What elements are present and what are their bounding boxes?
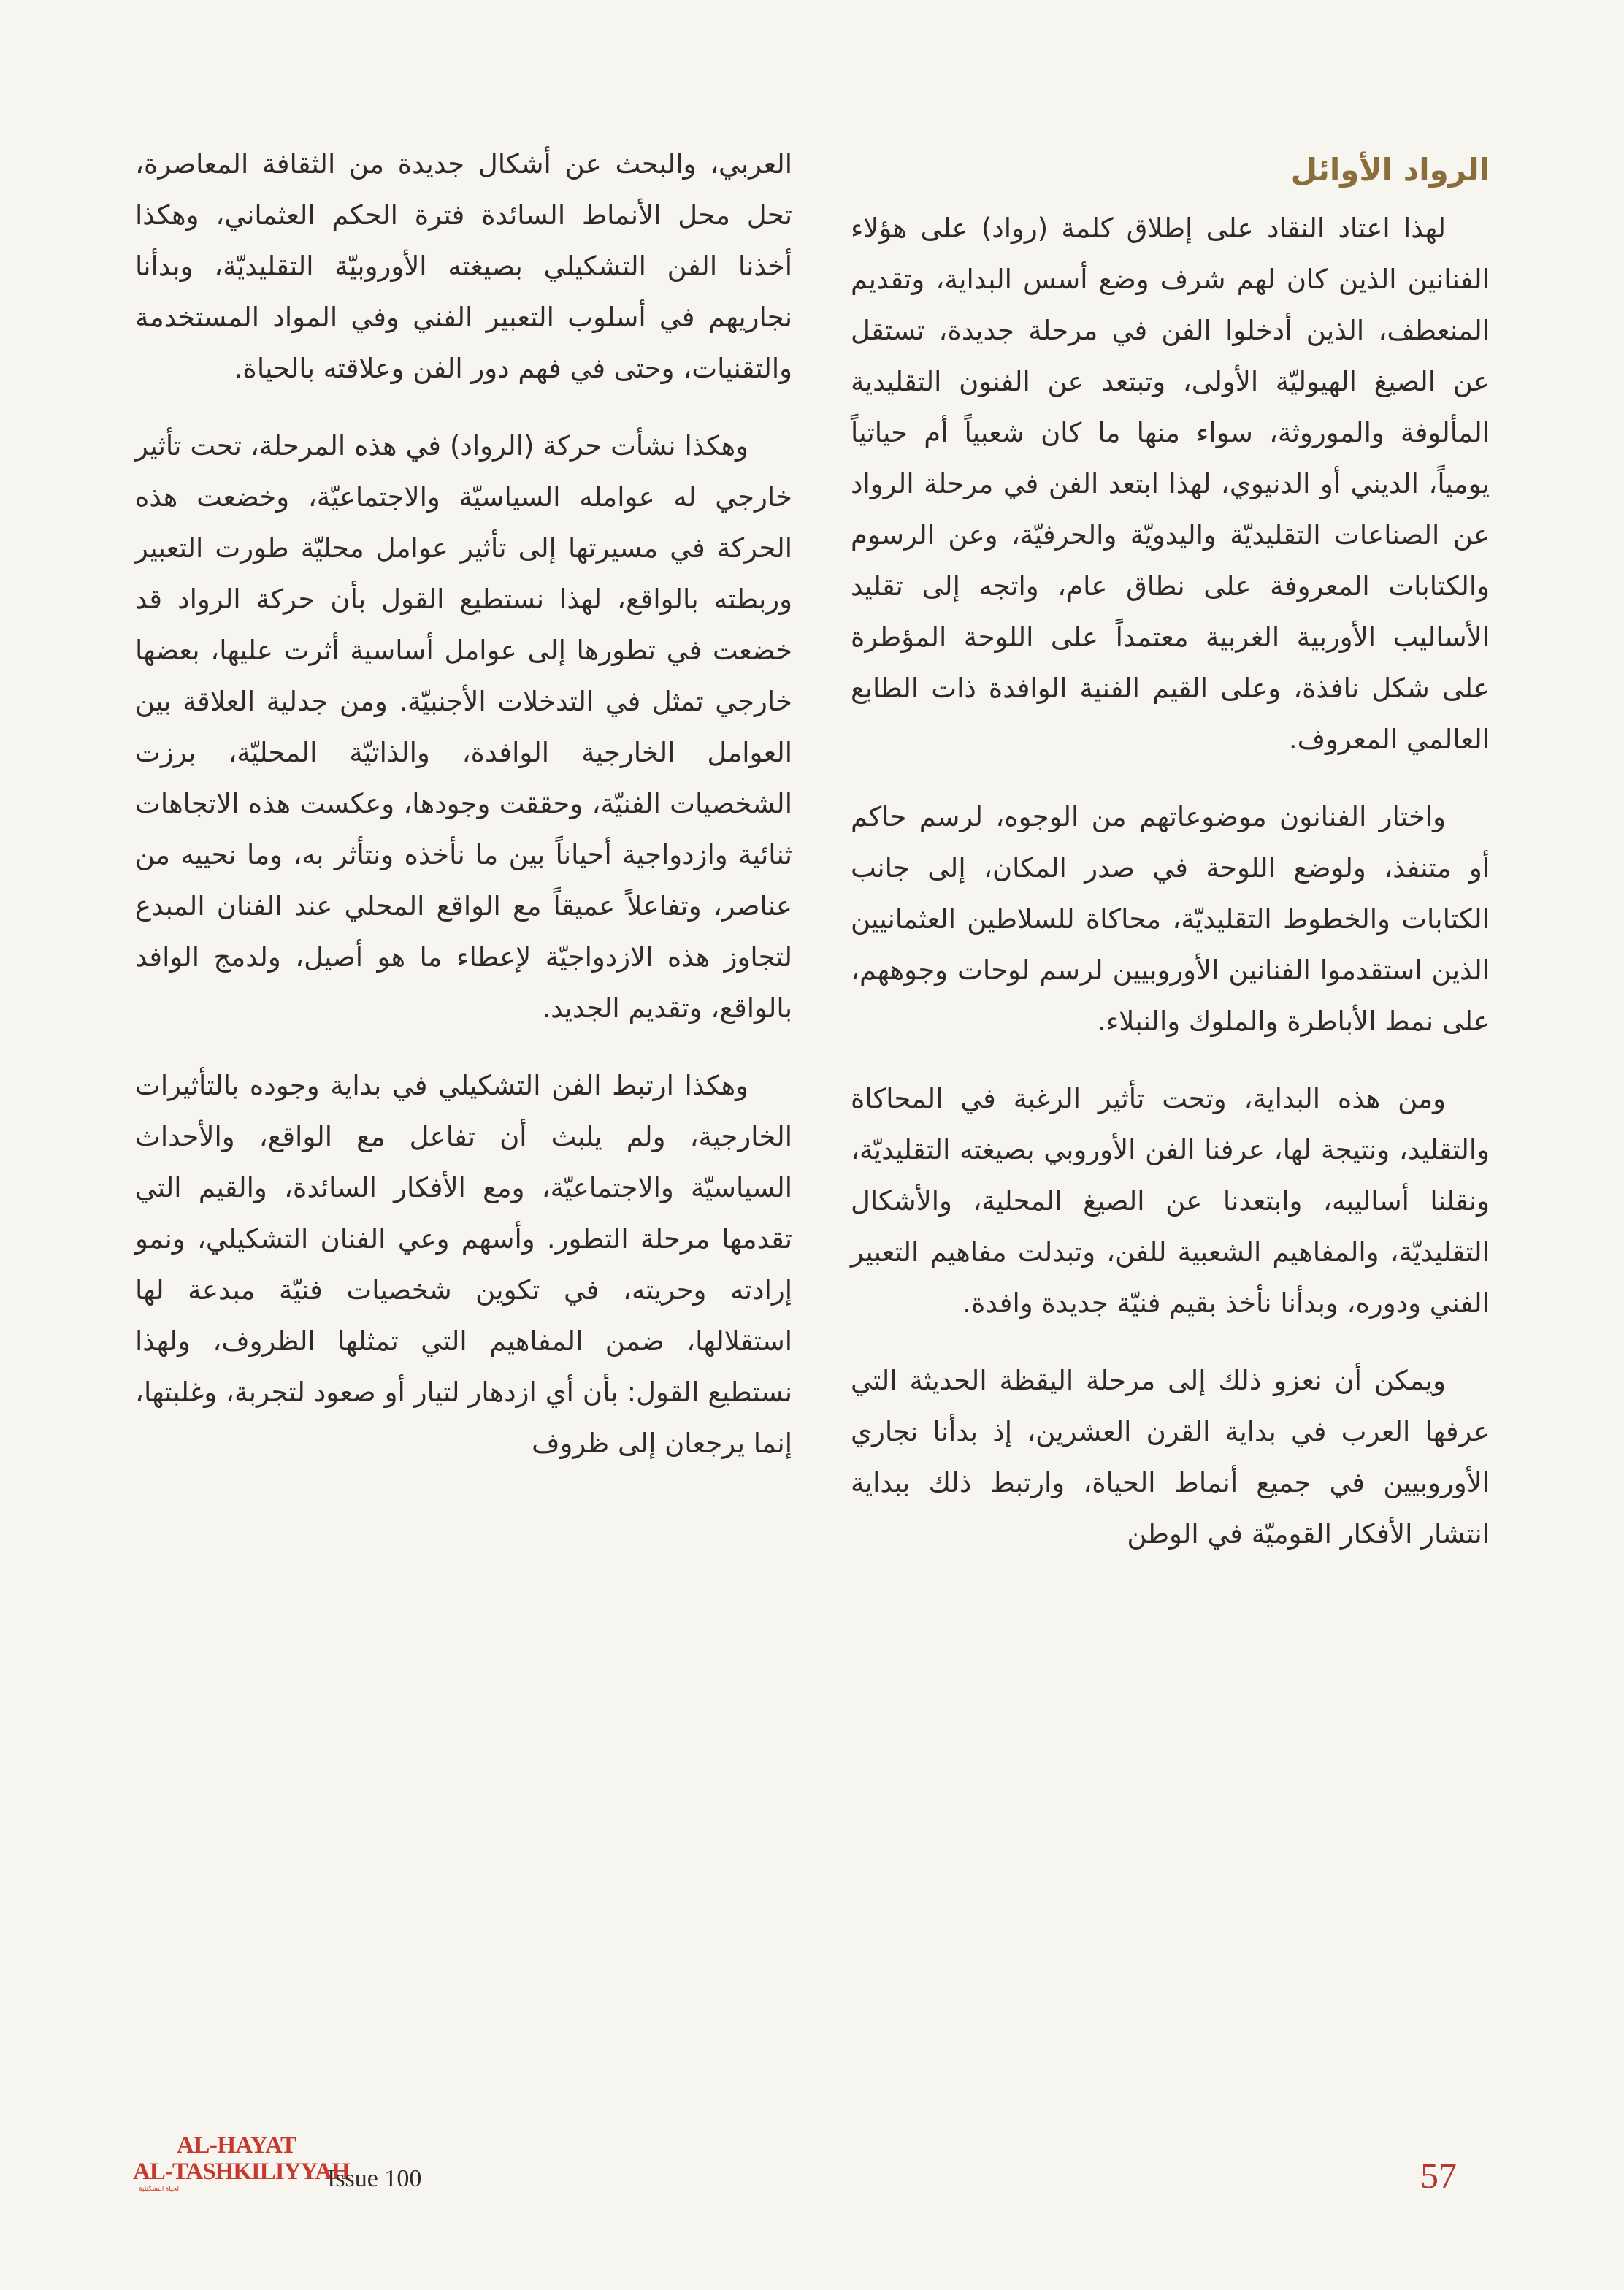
- right-column: [851, 130, 1490, 1586]
- paragraph: واختار الفنانون موضوعاتهم من الوجوه، لرسم حاكم أو متنفذ، ولوضع اللوحة في صدر المكان، إلى جانب الكتابات والخطوط التقليديّة، محاكاة للسلاطين العثمانيين الذين استقدموا الفنانين الأوروبيين لرسم لوحات وجوههم، على نمط الأباطرة والملوك والنبلاء.: [851, 801, 1490, 1037]
- paragraph: ومن هذه البداية، وتحت تأثير الرغبة في المحاكاة والتقليد، ونتيجة لها، عرفنا الفن الأوروبي بصيغته التقليديّة، ونقلنا أساليبه، وابتعدنا عن الصيغ المحلية، والأشكال التقليديّة، والمفاهيم الشعبية للفن، وتبدلت مفاهيم التعبير الفني ودوره، وبدأنا نأخذ بقيم فنيّة جديدة وافدة.: [851, 1083, 1490, 1319]
- paragraph: وهكذا نشأت حركة (الرواد) في هذه المرحلة، تحت تأثير خارجي له عوامله السياسيّة والاجتماعيّة، وخضعت هذه الحركة في مسيرتها إلى تأثير عوامل محليّة طورت التعبير وربطته بالواقع، لهذا نستطيع القول بأن حركة الرواد قد خضعت في تطورها إلى عوامل أساسية أثرت عليها، بعضها خارجي تمثل في التدخلات الأجنبيّة. ومن جدلية العلاقة بين العوامل الخارجية الوافدة، والذاتيّة المحليّة، برزت الشخصيات الفنيّة، وحققت وجودها، وعكست هذه الاتجاهات ثنائية وازدواجية أحياناً بين ما نأخذه ونتأثر به، وما نحييه من عناصر، وتفاعلاً عميقاً مع الواقع المحلي عند الفنان المبدع لتجاوز هذه الازدواجيّة لإعطاء ما هو أصيل، ولدمج الوافد بالواقع، وتقديم الجديد.: [135, 430, 792, 1024]
- brand-line-1: AL-HAYAT: [177, 2132, 296, 2159]
- page-number: 57: [1420, 2155, 1457, 2196]
- left-column: [135, 139, 792, 1496]
- paragraph: لهذا اعتاد النقاد على إطلاق كلمة (رواد) على هؤلاء الفنانين الذين كان لهم شرف وضع أسس البداية، وتقديم المنعطف، الذين أدخلوا الفن في مرحلة جديدة، تستقل عن الصيغ الهيوليّة الأولى، وتبتعد عن الفنون التقليدية المألوفة والموروثة، سواء منها ما كان شعبياً أم حياتياً يومياً، الديني أو الدنيوي، لهذا ابتعد الفن في مرحلة الرواد عن الصناعات التقليديّة واليدويّة والحرفيّة، وعن الرسوم والكتابات المعروفة على نطاق عام، واتجه إلى تقليد الأساليب الأوربية الغربية معتمداً على اللوحة المؤطرة على شكل نافذة، وعلى القيم الفنية الوافدة ذات الطابع العالمي المعروف.: [851, 212, 1490, 755]
- brand-line-2: AL-TASHKILIYYAH: [133, 2159, 350, 2185]
- paragraph: العربي، والبحث عن أشكال جديدة من الثقافة المعاصرة، تحل محل الأنماط السائدة فترة الحكم العثماني، وهكذا أخذنا الفن التشكيلي بصيغته الأوروبيّة التقليديّة، وبدأنا نجاريهم في أسلوب التعبير الفني وفي المواد المستخدمة والتقنيات، وحتى في فهم دور الفن وعلاقته بالحياة.: [135, 148, 792, 384]
- paragraph: ويمكن أن نعزو ذلك إلى مرحلة اليقظة الحديثة التي عرفها العرب في بداية القرن العشرين، إذ بدأنا نجاري الأوروبيين في جميع أنماط الحياة، وارتبط ذلك ببداية انتشار الأفكار القوميّة في الوطن: [851, 1365, 1490, 1550]
- paragraph: وهكذا ارتبط الفن التشكيلي في بداية وجوده بالتأثيرات الخارجية، ولم يلبث أن تفاعل مع الواقع، والأحداث السياسيّة والاجتماعيّة، ومع الأفكار السائدة، والقيم التي تقدمها مرحلة التطور. وأسهم وعي الفنان التشكيلي، ونمو إرادته وحريته، في تكوين شخصيات فنيّة مبدعة لها استقلالها، ضمن المفاهيم التي تمثلها الظروف، ولهذا نستطيع القول: بأن أي ازدهار لتيار أو صعود لتجربة، وغلبتها، إنما يرجعان إلى ظروف: [135, 1070, 792, 1459]
- brand-tagline: الحياة التشكيلية: [139, 2185, 181, 2192]
- issue-number: Issue 100: [327, 2165, 422, 2192]
- section-heading: الرواد الأوائل: [1290, 152, 1490, 188]
